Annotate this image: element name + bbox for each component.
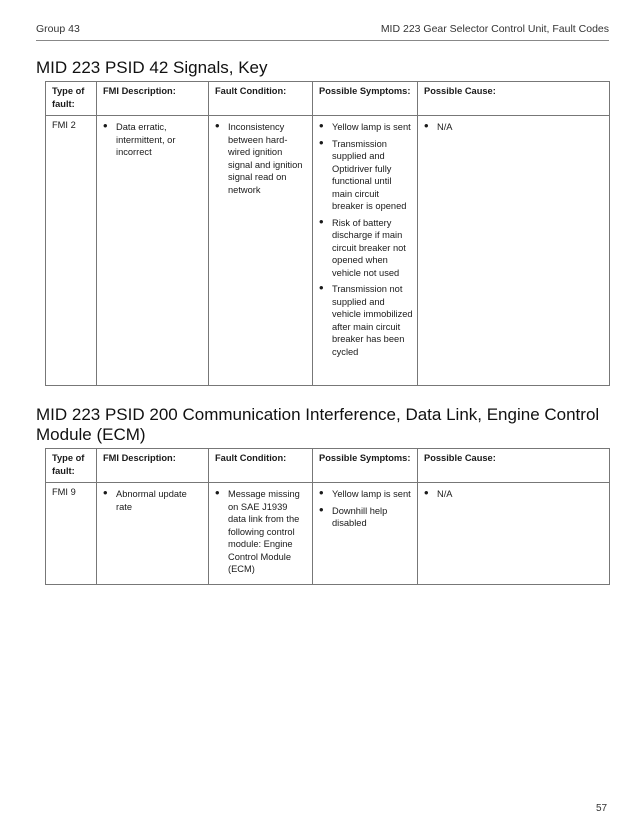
column-header: Fault Condition: bbox=[209, 449, 313, 483]
header-group: Group 43 bbox=[36, 23, 80, 35]
fault-table bbox=[45, 81, 610, 386]
header-title: MID 223 Gear Selector Control Unit, Fault Codes bbox=[380, 23, 609, 35]
table-row bbox=[46, 116, 610, 386]
table-header-row bbox=[46, 449, 610, 483]
list-item: • Inconsistency between hard-wired ignition signal and ignition signal read on network bbox=[215, 121, 308, 196]
symptoms-cell bbox=[313, 116, 418, 386]
fault-condition-cell bbox=[209, 483, 313, 585]
column-header: FMI Description: bbox=[97, 82, 209, 116]
list-item: • Risk of battery discharge if main circuit breaker not opened when vehicle not used bbox=[319, 217, 413, 280]
page-number: 57 bbox=[596, 803, 608, 814]
list-item: • Abnormal update rate bbox=[103, 488, 204, 513]
cause-cell bbox=[418, 116, 610, 386]
fault-table bbox=[45, 448, 610, 585]
column-header: Fault Condition: bbox=[209, 82, 313, 116]
table-header-row bbox=[46, 82, 610, 116]
section-title: MID 223 PSID 42 Signals, Key bbox=[36, 58, 268, 77]
list-item: • N/A bbox=[424, 121, 605, 134]
list-item: • Yellow lamp is sent bbox=[319, 488, 413, 501]
column-header: Type of fault: bbox=[46, 82, 97, 116]
column-header: FMI Description: bbox=[97, 449, 209, 483]
list-item: • Data erratic, intermittent, or incorrect bbox=[103, 121, 204, 159]
fault-type-cell: FMI 9 bbox=[46, 483, 97, 585]
list-item: • N/A bbox=[424, 488, 605, 501]
header-divider bbox=[36, 40, 609, 41]
cause-cell bbox=[418, 483, 610, 585]
column-header: Possible Cause: bbox=[418, 82, 610, 116]
column-header: Type of fault: bbox=[46, 449, 97, 483]
fault-condition-cell bbox=[209, 116, 313, 386]
section-title: MID 223 PSID 200 Communication Interference, Data Link, Engine Control Module (ECM) bbox=[36, 405, 600, 444]
list-item: • Message missing on SAE J1939 data link from the following control module: Engine Control Module (ECM) bbox=[215, 488, 308, 576]
column-header: Possible Symptoms: bbox=[313, 82, 418, 116]
column-header: Possible Cause: bbox=[418, 449, 610, 483]
table-row bbox=[46, 483, 610, 585]
column-header: Possible Symptoms: bbox=[313, 449, 418, 483]
symptoms-cell bbox=[313, 483, 418, 585]
fmi-description-cell bbox=[97, 116, 209, 386]
list-item: • Yellow lamp is sent bbox=[319, 121, 413, 134]
list-item: • Downhill help disabled bbox=[319, 505, 413, 530]
fault-type-cell: FMI 2 bbox=[46, 116, 97, 386]
list-item: • Transmission supplied and Optidriver fully functional until main circuit breaker is opened bbox=[319, 138, 413, 213]
list-item: • Transmission not supplied and vehicle immobilized after main circuit breaker has been cycled bbox=[319, 283, 413, 358]
fmi-description-cell bbox=[97, 483, 209, 585]
